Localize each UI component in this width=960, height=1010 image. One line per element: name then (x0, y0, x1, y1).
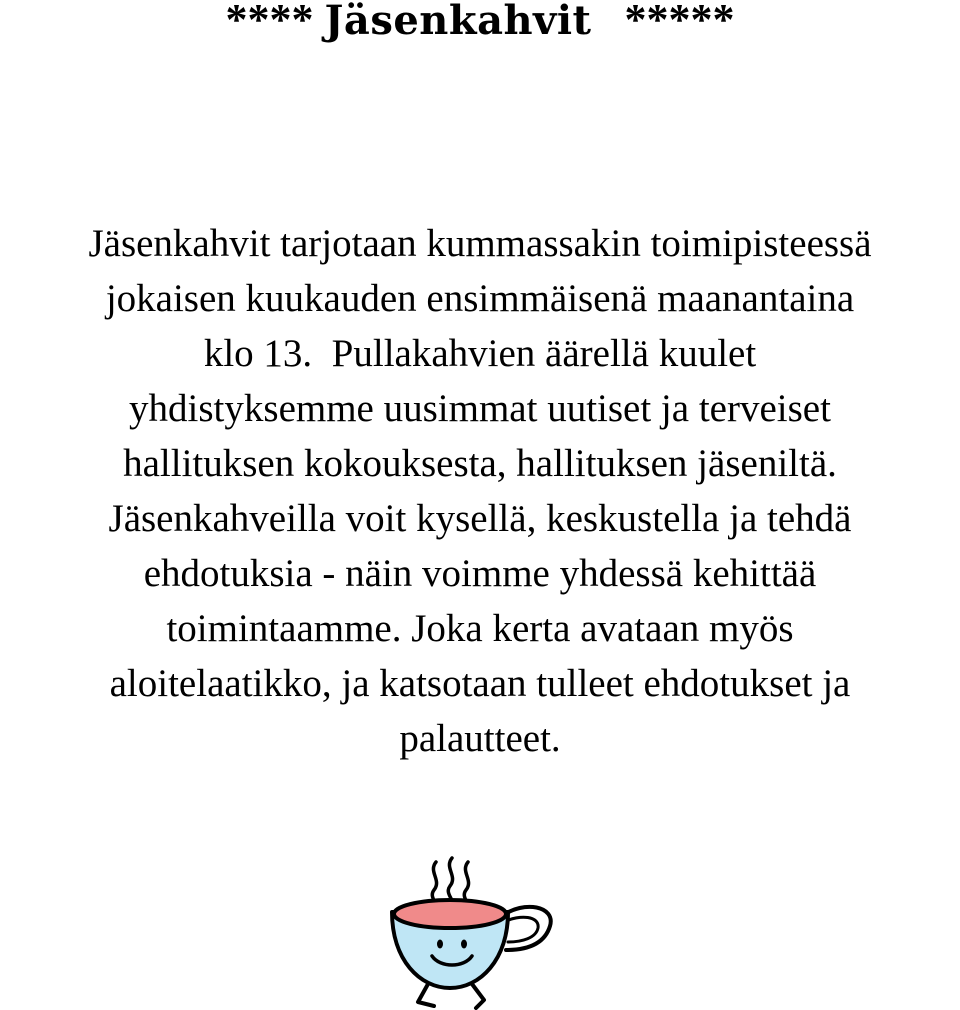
body-line: ehdotuksia - näin voimme yhdessä kehittää (143, 552, 817, 595)
body-line: aloitelaatikko, ja katsotaan tulleet ehdotukset ja (109, 662, 851, 705)
body-line: hallituksen kokouksesta, hallituksen jäseniltä. (123, 442, 837, 485)
title-prefix-stars: **** (225, 0, 314, 44)
title-text: Jäsenkahvit (324, 0, 592, 44)
body-line: toimintaamme. Joka kerta avataan myös (166, 607, 794, 650)
coffee-surface (394, 900, 506, 928)
body-line: klo 13. Pullakahvien äärellä kuulet (203, 332, 757, 375)
body-line: Jäsenkahveilla voit kysellä, keskustella ja tehdä (108, 497, 852, 540)
page-title (0, 0, 960, 49)
body-paragraph (0, 216, 960, 766)
body-line: jokaisen kuukauden ensimmäisenä maanantaina (105, 277, 855, 320)
body-line: palautteet. (399, 717, 561, 760)
body-line: yhdistyksemme uusimmat uutiset ja terveiset (129, 387, 831, 430)
body-line: Jäsenkahvit tarjotaan kummassakin toimipisteessä (88, 222, 872, 265)
smiling-coffee-cup-icon (384, 850, 564, 1010)
title-suffix-stars: ***** (624, 0, 735, 44)
